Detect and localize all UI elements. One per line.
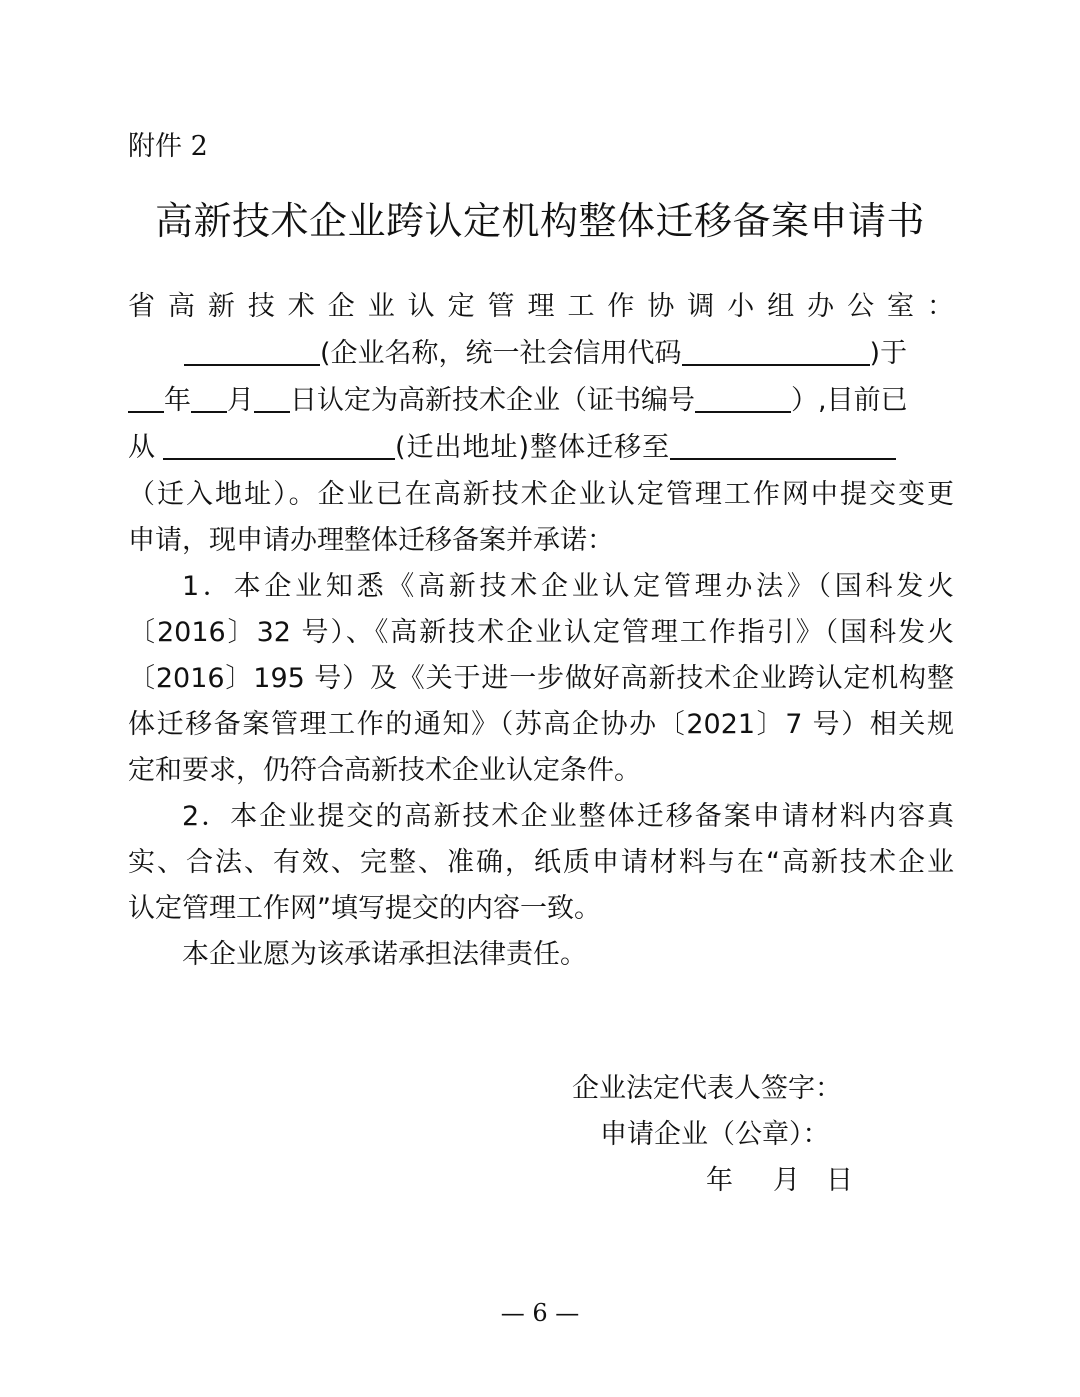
signature-year-label: 年 [706,1165,733,1196]
day-blank[interactable] [254,381,290,413]
commitment-1-line-2: 〔2016〕32 号）、《高新技术企业认定管理工作指引》（国科发火 [128,617,954,648]
year-blank[interactable] [128,381,164,413]
destination-address-blank[interactable] [670,428,896,460]
credit-code-blank[interactable] [682,334,870,366]
legal-representative-signature: 企业法定代表人签字： [572,1073,842,1104]
year-label: 年 [164,385,191,416]
page-number: — 6 — [500,1299,580,1327]
signature-date [706,1158,853,1204]
form-line-1 [128,331,954,377]
commitment-1-line-5: 定和要求，仍符合高新技术企业认定条件。 [128,755,641,786]
relocate-label: (迁出地址)整体迁移至 [395,432,671,463]
certified-label: 日认定为高新技术企业（证书编号 [290,385,695,416]
month-blank[interactable] [191,381,227,413]
currently-label: ）,目前已 [791,385,908,416]
certificate-number-blank[interactable] [695,381,791,413]
commitment-1-line-3: 〔2016〕195 号）及《关于进一步做好高新技术企业跨认定机构整 [128,663,954,694]
form-line-4: （迁入地址）。企业已在高新技术企业认定管理工作网中提交变更 [128,479,954,510]
yu-label: )于 [869,338,908,369]
origin-address-blank[interactable] [163,428,395,460]
commitment-2-line-2: 实、合法、有效、完整、准确，纸质申请材料与在“高新技术企业 [128,847,954,878]
from-label: 从 [128,432,155,463]
form-line-3 [128,425,954,471]
month-label: 月 [227,385,254,416]
commitment-1-line-1: 1．本企业知悉《高新技术企业认定管理办法》（国科发火 [182,571,954,602]
signature-day-label: 日 [826,1165,853,1196]
document-title: 高新技术企业跨认定机构整体迁移备案申请书 [154,199,925,243]
commitment-2-line-3: 认定管理工作网”填写提交的内容一致。 [128,893,601,924]
form-line-5: 申请，现申请办理整体迁移备案并承诺： [128,525,614,556]
company-name-label: (企业名称，统一社会信用代码 [320,338,682,369]
company-name-blank[interactable] [184,334,320,366]
form-line-2 [128,378,954,424]
attachment-label: 附件 2 [128,131,208,162]
signature-month-label: 月 [773,1165,800,1196]
commitment-1-line-4: 体迁移备案管理工作的通知》（苏高企协办〔2021〕7 号）相关规 [128,709,954,740]
salutation: 省高新技术企业认定管理工作协调小组办公室： [128,291,954,322]
commitment-2-line-1: 2．本企业提交的高新技术企业整体迁移备案申请材料内容真 [182,801,954,832]
commitment-3: 本企业愿为该承诺承担法律责任。 [182,939,587,970]
company-seal: 申请企业（公章）： [600,1119,830,1150]
